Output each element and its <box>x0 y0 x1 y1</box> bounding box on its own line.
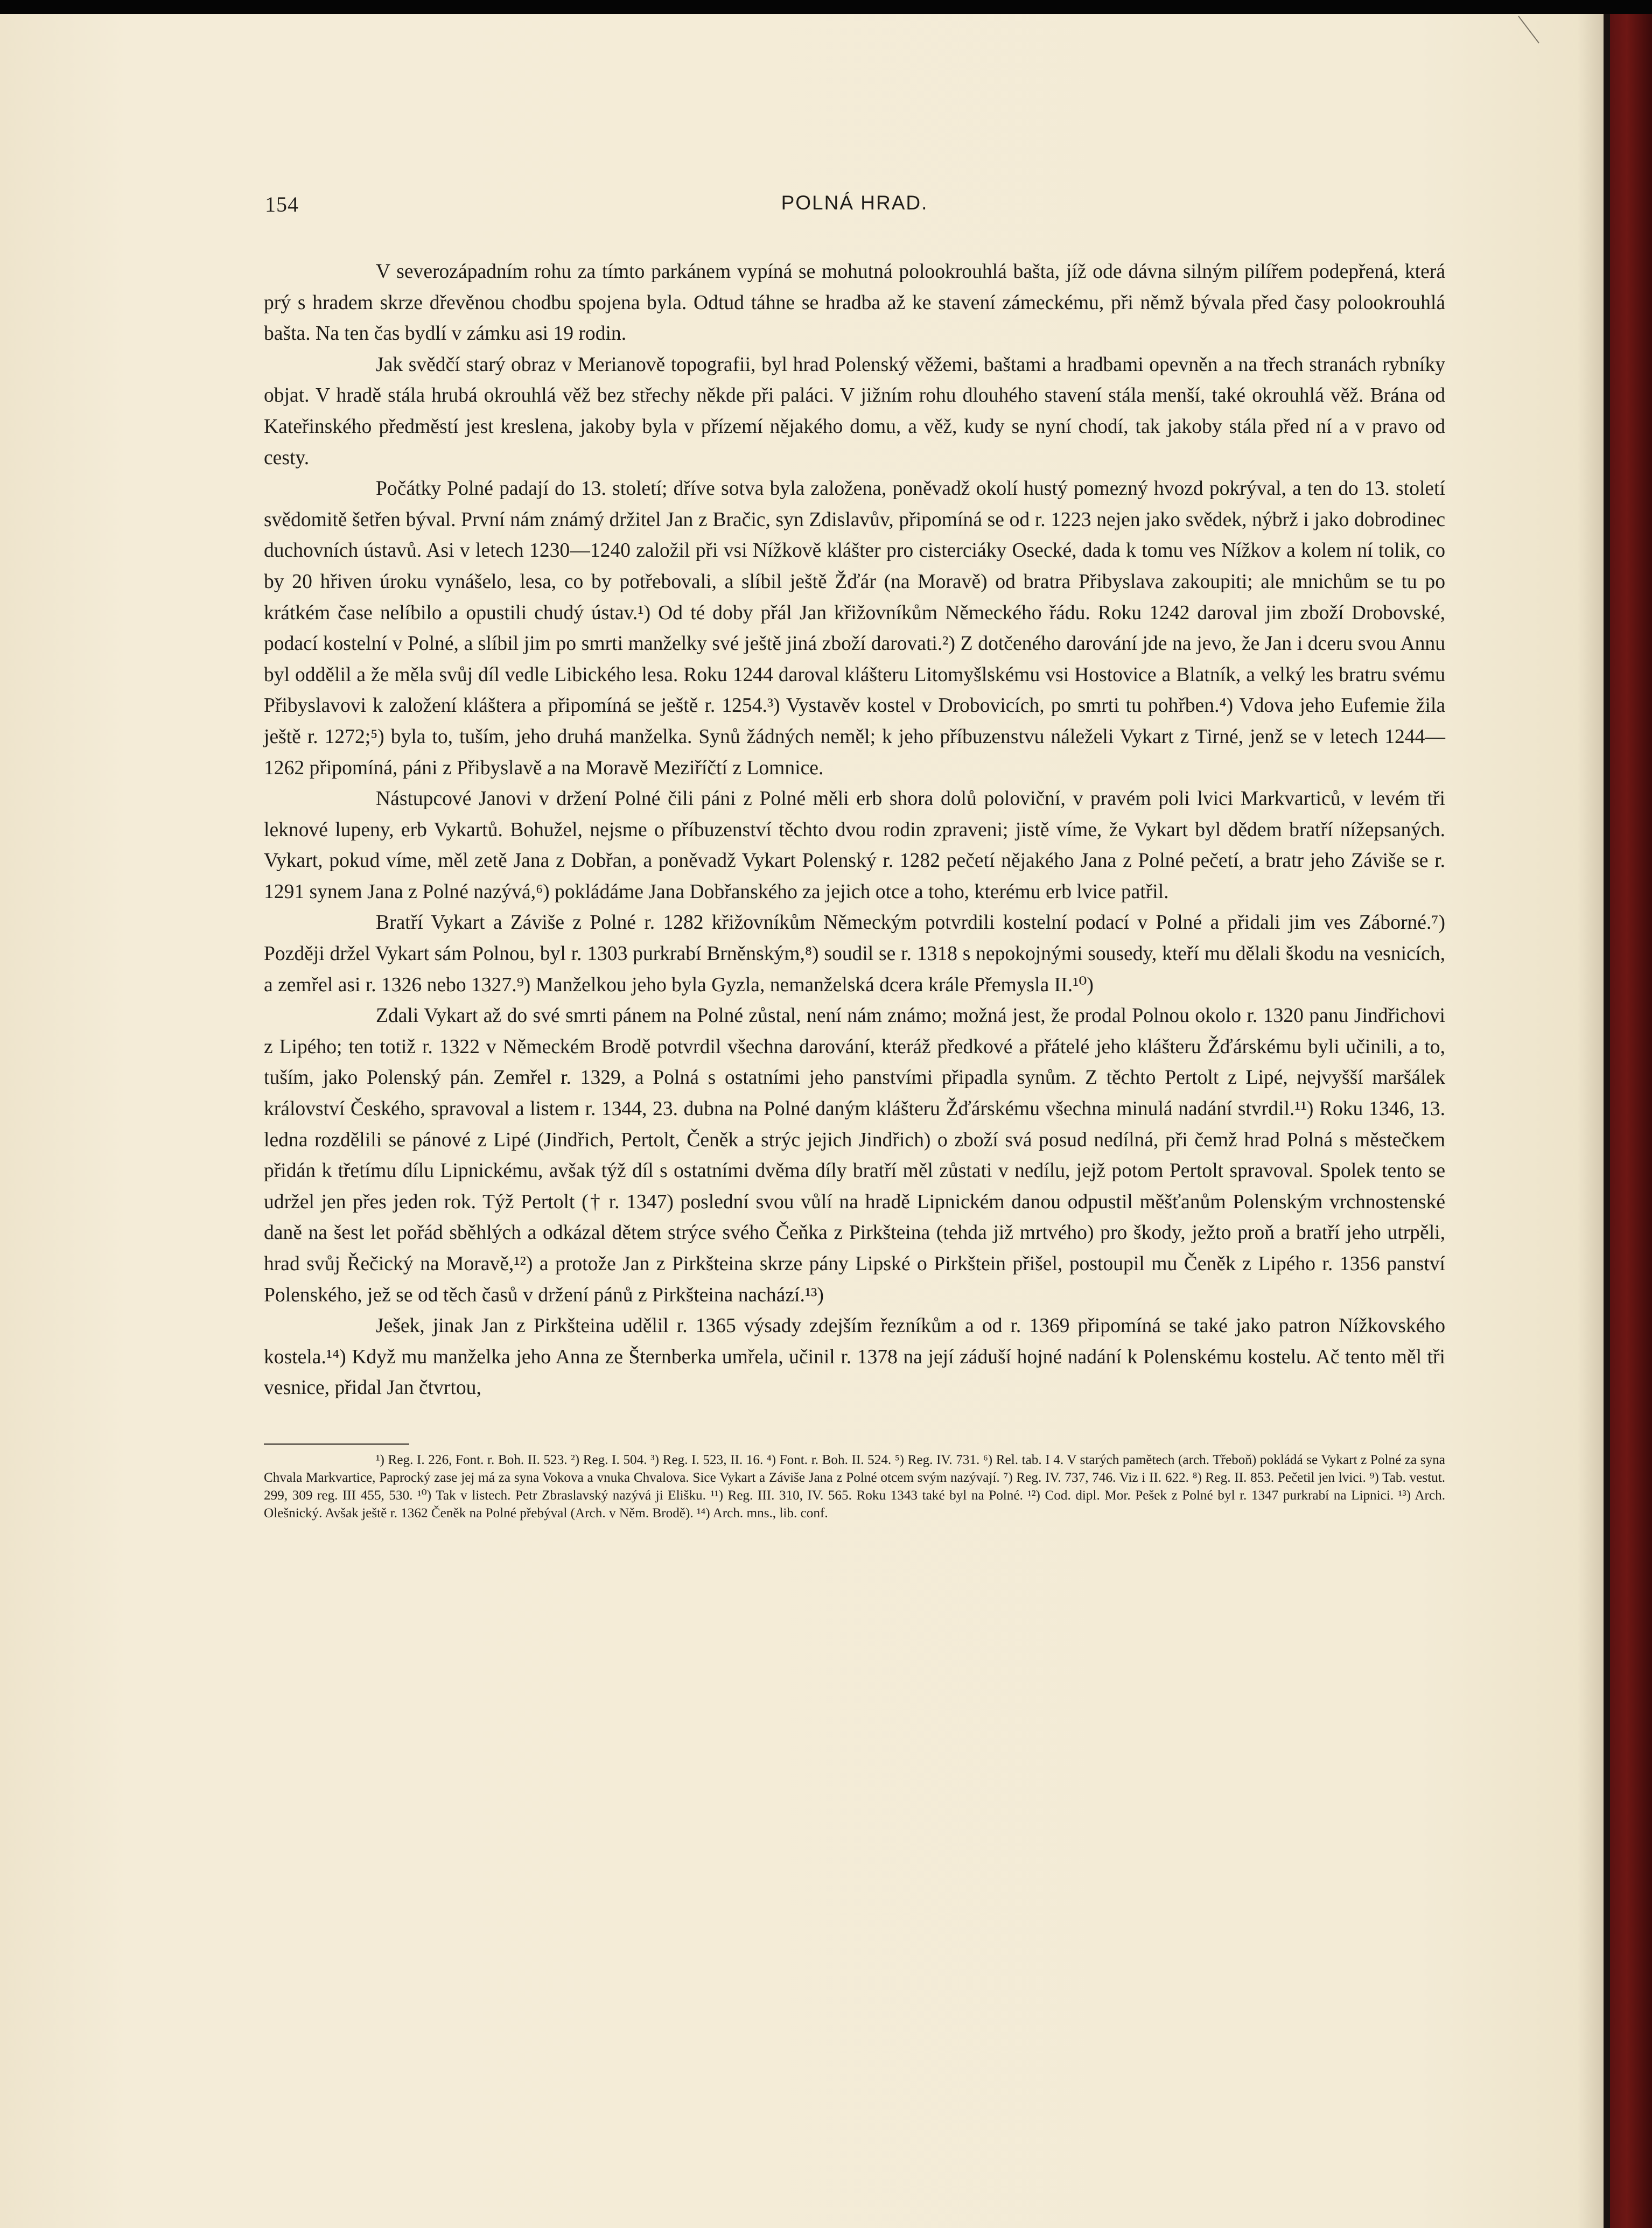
page-content <box>264 192 1445 1522</box>
paragraph: Ješek, jinak Jan z Pirkšteina udělil r. 1365 výsady zdejším řezníkům a od r. 1369 připomíná se také jako patron Nížkovského kostela.¹⁴) Když mu manželka jeho Anna ze Šternberka umřela, učinil r. 1378 na její záduší hojné nadání k Polenskému kostelu. Ač tento měl tři vesnice, přidal Jan čtvrtou, <box>264 1315 1445 1399</box>
running-title: POLNÁ HRAD. <box>781 192 928 214</box>
body-text <box>264 256 1445 1404</box>
paragraph: Zdali Vykart až do své smrti pánem na Polné zůstal, není nám známo; možná jest, že prodal Polnou okolo r. 1320 panu Jindřichovi z Lipého; ten totiž r. 1322 v Německém Brodě potvrdil všechna darování, kteráž předkové a přátelé jeho klášteru Žďárskému byli učinili, a to, tuším, jako Polenský pán. Zemřel r. 1329, a Polná s ostatními jeho panstvími připadla synům. Z těchto Pertolt z Lipé, nejvyšší maršálek království Českého, spravoval a listem r. 1344, 23. dubna na Polné daným klášteru Žďárskému všechna minulá nadání stvrdil.¹¹) Roku 1346, 13. ledna rozdělili se pánové z Lipé (Jindřich, Pertolt, Čeněk a strýc jejich Jindřich) o zboží svá posud nedílná, při čemž hrad Polná s městečkem přidán k třetímu dílu Lipnickému, avšak týž díl s ostatními dvěma díly bratří měl zůstati v nedílu, jejž potom Pertolt spravoval. Spolek tento se udržel jen přes jeden rok. Týž Pertolt († r. 1347) poslední svou vůlí na hradě Lipnickém danou odpustil měšťanům Polenským vrchnostenské daně na šest let pořád sběhlých a odkázal dětem strýce svého Čeňka z Pirkšteina (tehda již mrtvého) pro škody, ježto proň a bratří jeho utrpěli, hrad svůj Řečický na Moravě,¹²) a protože Jan z Pirkšteina skrze pány Lipské o Pirkštein přišel, postoupil mu Čeněk z Lipého r. 1356 panství Polenského, jež se od těch časů v držení pánů z Pirkšteina nachází.¹³) <box>264 1005 1445 1306</box>
page-corner-crease <box>1508 14 1551 46</box>
book-spine-edge <box>1610 14 1652 2228</box>
page-number: 154 <box>265 192 299 216</box>
paragraph: Jak svědčí starý obraz v Merianově topografii, byl hrad Polenský věžemi, baštami a hradbami opevněn a na třech stranách rybníky objat. V hradě stála hrubá okrouhlá věž bez střechy někde při paláci. V jižním rohu dlouhého stavení stála menší, také okrouhlá věž. Brána od Kateřinského předměstí jest kreslena, jakoby byla v přízemí nějakého domu, a věž, kudy se nyní chodí, tak jakoby stála před ní a v pravo od cesty. <box>264 353 1445 469</box>
footnote-rule <box>264 1444 409 1445</box>
footnotes <box>264 1451 1445 1522</box>
paragraph: Nástupcové Janovi v držení Polné čili páni z Polné měli erb shora dolů poloviční, v pravém poli lvici Markvarticů, v levém tři leknové lupeny, erb Vykartů. Bohužel, nejsme o příbuzenství těchto dvou rodin zpraveni; jistě víme, že Vykart byl dědem bratří nížepsaných. Vykart, pokud víme, měl zetě Jana z Dobřan, a poněvadž Vykart Polenský r. 1282 pečetí nějakého Jana z Polné pečetí, a bratr jeho Záviše se r. 1291 synem Jana z Polné nazývá,⁶) pokládáme Jana Dobřanského za jejich otce a toho, kterému erb lvice patřil. <box>264 788 1445 903</box>
scan-top-edge <box>0 0 1652 14</box>
paragraph: Počátky Polné padají do 13. století; dříve sotva byla založena, poněvadž okolí hustý pomezný hvozd pokrýval, a ten do 13. století svědomitě šetřen býval. První nám známý držitel Jan z Bračic, syn Zdislavův, připomíná se od r. 1223 nejen jako svědek, nýbrž i jako dobrodinec duchovních ústavů. Asi v letech 1230—1240 založil při vsi Nížkově klášter pro cisterciáky Osecké, dada k tomu ves Nížkov a kolem ní tolik, co by 20 hřiven úroku vynášelo, lesa, co by potřebovali, a slíbil ještě Žďár (na Moravě) od bratra Přibyslava zakoupiti; ale mnichům se tu po krátkém čase nelíbilo a opustili chudý ústav.¹) Od té doby přál Jan křižovníkům Německého řádu. Roku 1242 daroval jim zboží Drobovské, podací kostelní v Polné, a slíbil jim po smrti manželky své ještě jiná zboží darovati.²) Z dotčeného darování jde na jevo, že Jan i dceru svou Annu byl oddělil a že měla svůj díl vedle Libického lesa. Roku 1244 daroval klášteru Litomyšlskému vsi Hostovice a Blatník, a velký les bratru svému Přibyslavovi k založení kláštera a připomíná se ještě r. 1254.³) Vystavěv kostel v Drobovicích, po smrti tu pohřben.⁴) Vdova jeho Eufemie žila ještě r. 1272;⁵) byla to, tuším, jeho druhá manželka. Synů žádných neměl; k jeho příbuzenstvu náleželi Vykart z Tirné, jenž se v letech 1244—1262 připomíná, páni z Přibyslavě a na Moravě Meziříčtí z Lomnice. <box>264 478 1445 779</box>
paragraph: Bratří Vykart a Záviše z Polné r. 1282 křižovníkům Německým potvrdili kostelní podací v Polné a přidali jim ves Záborné.⁷) Později držel Vykart sám Polnou, byl r. 1303 purkrabí Brněnským,⁸) soudil se r. 1318 s nepokojnými sousedy, kteří mu dělali škodu na vesnicích, a zemřel asi r. 1326 nebo 1327.⁹) Manželkou jeho byla Gyzla, nemanželská dcera krále Přemysla II.¹⁰) <box>264 912 1445 996</box>
paragraph: V severozápadním rohu za tímto parkánem vypíná se mohutná polookrouhlá bašta, jíž ode dávna silným pilířem podepřená, která prý s hradem skrze dřevěnou chodbu spojena byla. Odtud táhne se hradba až ke stavení zámeckému, při němž bývala před časy polookrouhlá bašta. Na ten čas bydlí v zámku asi 19 rodin. <box>264 261 1445 345</box>
page-header <box>264 192 1445 229</box>
footnote-text: ¹) Reg. I. 226, Font. r. Boh. II. 523. ²) Reg. I. 504. ³) Reg. I. 523, II. 16. ⁴) Font. r. Boh. II. 524. ⁵) Reg. IV. 731. ⁶) Rel. tab. I 4. V starých pamětech (arch. Třeboň) pokládá se Vykart z Polné za syna Chvala Markvartice, Paprocký zase jej má za syna Vokova a vnuka Chvalova. Sice Vykart a Záviše Jana z Polné otcem svým nazývají. ⁷) Reg. IV. 737, 746. Viz i II. 622. ⁸) Reg. II. 853. Pečetil jen lvici. ⁹) Tab. vestut. 299, 309 reg. III 455, 530. ¹⁰) Tak v listech. Petr Zbraslavský nazývá ji Elišku. ¹¹) Reg. III. 310, IV. 565. Roku 1343 také byl na Polné. ¹²) Cod. dipl. Mor. Pešek z Polné byl r. 1347 purkrabí na Lipnici. ¹³) Arch. Olešnický. Avšak ještě r. 1362 Čeněk na Polné přebýval (Arch. v Něm. Brodě). ¹⁴) Arch. mns., lib. conf. <box>264 1452 1445 1521</box>
